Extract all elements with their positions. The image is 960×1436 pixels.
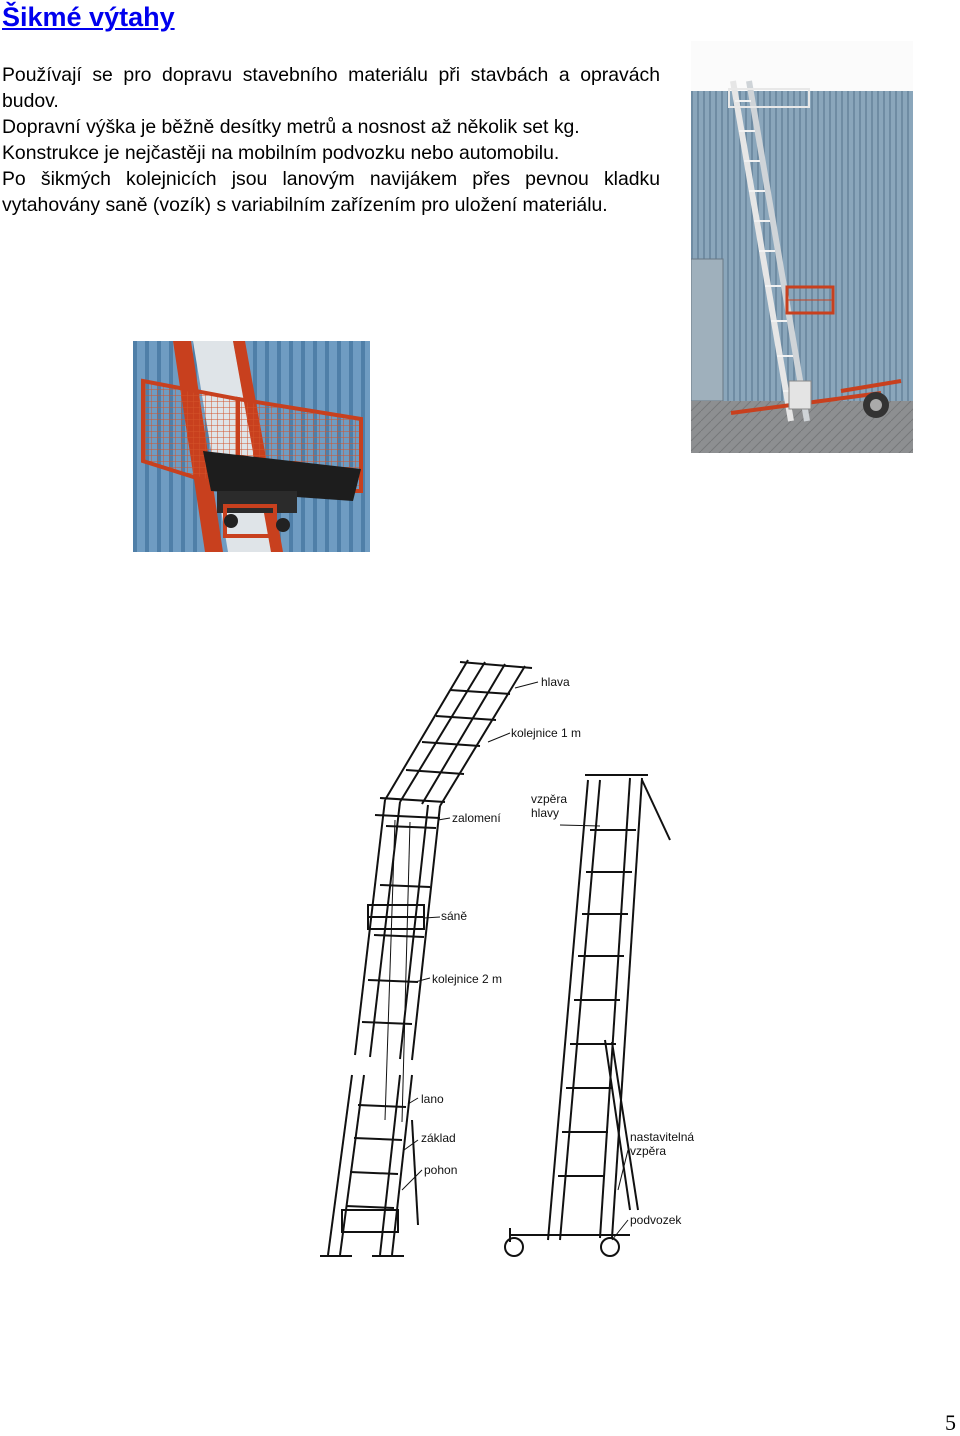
paragraph: Používají se pro dopravu stavebního materiálu při stavbách a opravách budov. xyxy=(2,64,660,112)
page-title: Šikmé výtahy xyxy=(2,2,175,32)
label-hlava: hlava xyxy=(541,675,570,689)
label-sane: sáně xyxy=(441,909,468,923)
label-zaklad: základ xyxy=(421,1131,456,1145)
label-vzpera-hlavy-2: hlavy xyxy=(531,806,560,820)
label-nastavitelna-1: nastavitelná xyxy=(630,1130,695,1144)
lift-parts-diagram xyxy=(300,650,760,1270)
label-podvozek: podvozek xyxy=(630,1213,682,1227)
label-kolejnice-2m: kolejnice 2 m xyxy=(432,972,503,986)
paragraph: Dopravní výška je běžně desítky metrů a nosnost až několik set kg. xyxy=(2,116,580,138)
inclined-lift-photo xyxy=(691,41,913,453)
lift-platform-photo xyxy=(133,341,370,552)
paragraph: Konstrukce je nejčastěji na mobilním podvozku nebo automobilu. xyxy=(2,142,560,164)
label-zalomeni: zalomení xyxy=(452,811,501,825)
paragraph: Po šikmých kolejnicích jsou lanovým navijákem přes pevnou kladku vytahovány saně (vozík) s variabilním zařízením pro uložení materiálu. xyxy=(2,168,660,216)
body-text xyxy=(2,62,660,218)
page-number: 5 xyxy=(945,1410,956,1435)
label-kolejnice-1m: kolejnice 1 m xyxy=(511,726,582,740)
label-pohon: pohon xyxy=(424,1163,458,1177)
label-lano: lano xyxy=(421,1092,444,1106)
label-nastavitelna-2: vzpěra xyxy=(630,1144,667,1158)
label-vzpera-hlavy-1: vzpěra xyxy=(531,792,568,806)
